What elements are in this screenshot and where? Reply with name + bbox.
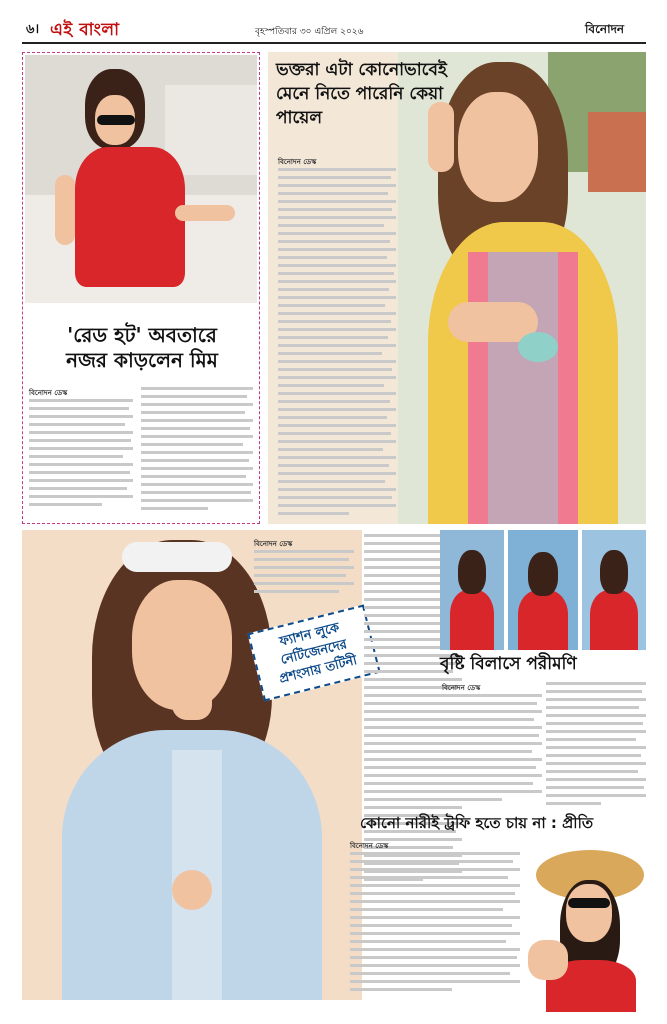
koel-text-col [278, 168, 396, 518]
priti-photo [526, 840, 646, 1012]
priti-byline: বিনোদন ডেস্ক [350, 842, 389, 850]
priti-headline: কোনো নারীই ট্রফি হতে চায় না : প্রীতি [360, 814, 594, 832]
porimoni-text-col1 [442, 694, 542, 806]
mim-text-col1 [29, 399, 133, 519]
section-name: বিনোদন [585, 22, 625, 36]
page-header [0, 0, 667, 44]
story-priti [340, 812, 646, 1012]
porimoni-photo-3 [582, 530, 646, 650]
porimoni-text-col2 [546, 682, 646, 806]
mim-photo [25, 55, 257, 303]
headband-icon [122, 542, 232, 572]
porimoni-byline: বিনোদন ডেস্ক [442, 684, 481, 692]
priti-sunglasses-icon [568, 898, 610, 908]
masthead-logo: এই বাংলা [50, 20, 120, 40]
story-mim [22, 52, 260, 524]
koel-byline: বিনোদন ডেস্ক [278, 158, 317, 166]
mim-headline-line1: 'রেড হট' অবতারে [67, 323, 217, 347]
tatini-text-col1 [254, 550, 354, 610]
mim-headline-line2: নজর কাড়লেন মিম [66, 348, 218, 372]
priti-text-col [350, 852, 520, 1012]
mim-byline: বিনোদন ডেস্ক [29, 389, 68, 397]
porimoni-photo-1 [440, 530, 504, 650]
mim-headline [29, 323, 255, 373]
koel-headline: ভক্তরা এটা কোনোভাবেই মেনে নিতে পারেনি কেয়া পায়েল [276, 60, 447, 128]
dateline: বৃহস্পতিবার ৩০ এপ্রিল ২০২৬ [255, 27, 364, 37]
bangle-icon [518, 332, 558, 362]
story-porimoni [440, 530, 646, 810]
header-rule [22, 42, 646, 44]
porimoni-photo-2 [508, 530, 578, 650]
tatini-headline: ফ্যাশন লুকে নেটিজেনদের প্রশংসায় তটিনী [247, 605, 380, 702]
page-number: ৬। [26, 22, 40, 37]
porimoni-headline: বৃষ্টি বিলাসে পরীমণি [440, 654, 577, 674]
tatini-byline: বিনোদন ডেস্ক [254, 540, 293, 548]
mim-text-col2 [141, 387, 253, 519]
sunglasses-icon [97, 115, 135, 125]
story-koel [268, 52, 646, 524]
